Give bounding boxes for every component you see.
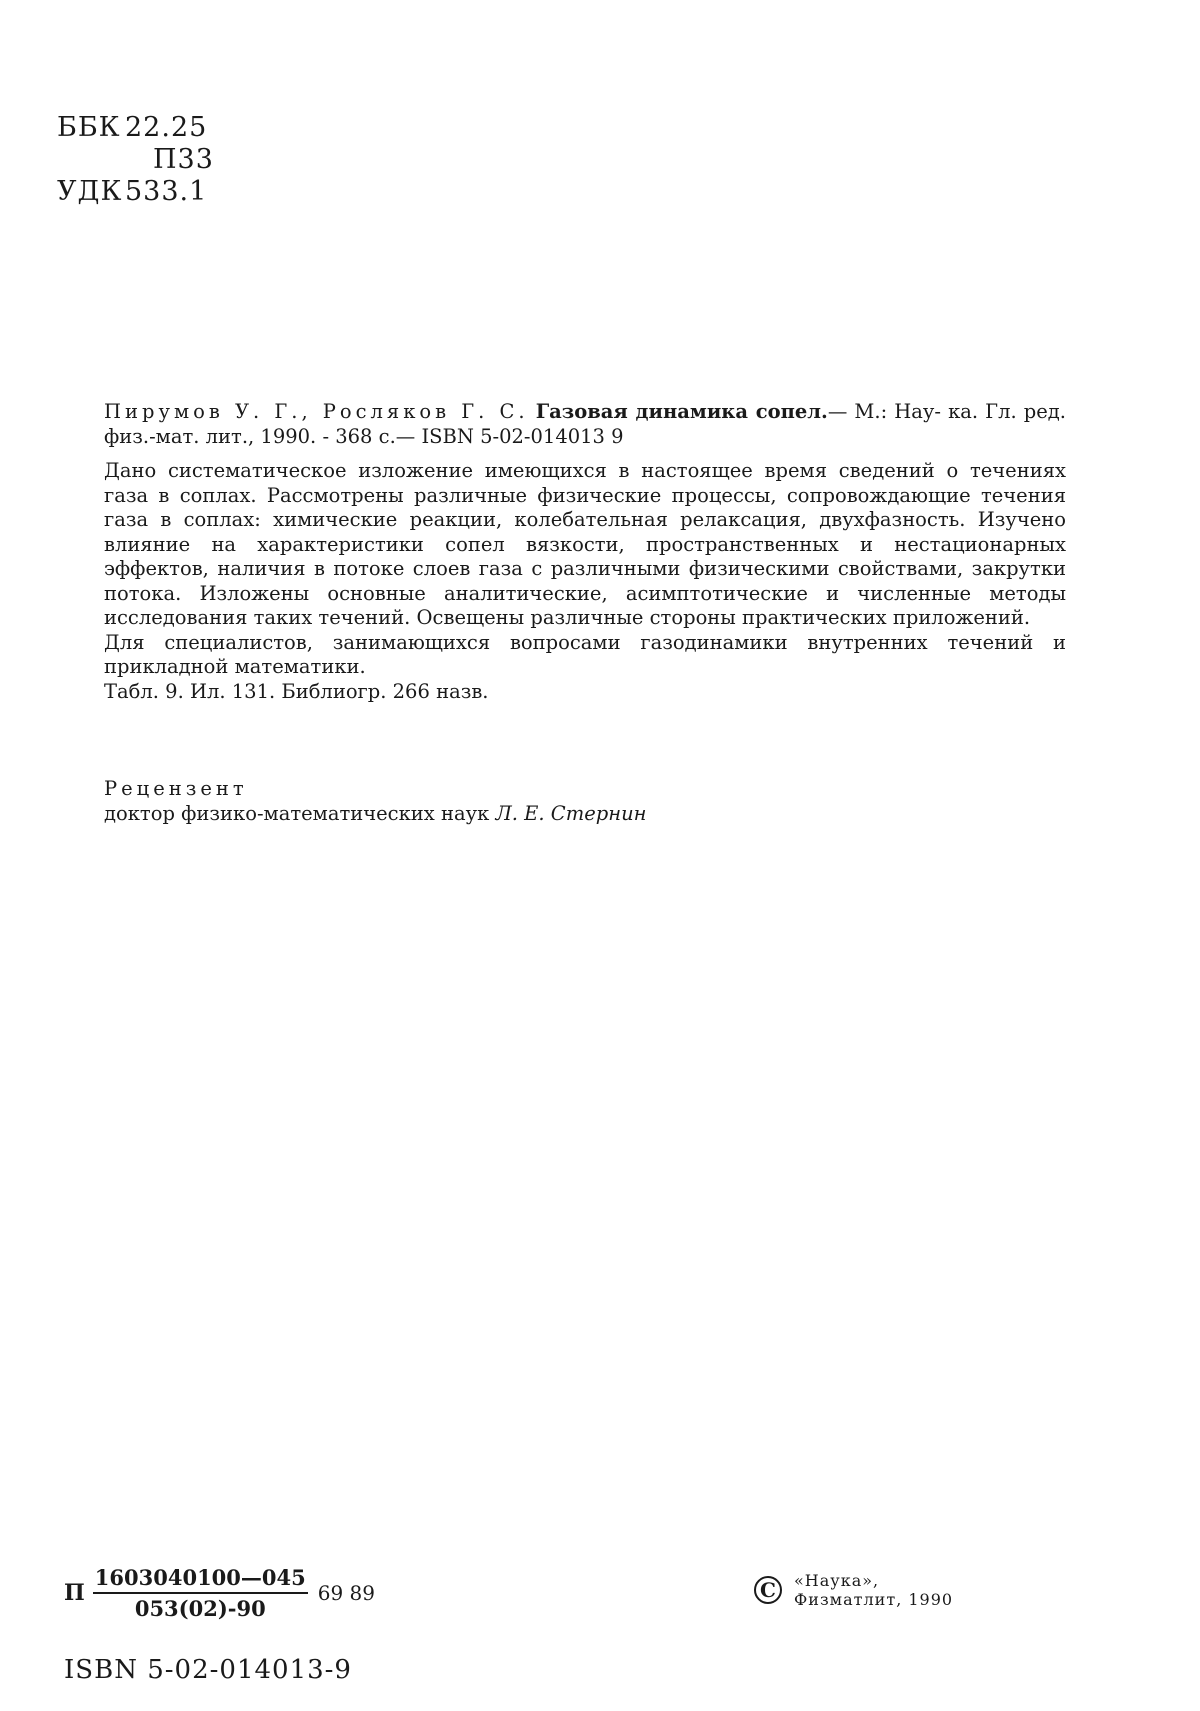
classification-block [57, 112, 214, 208]
bbk-row [57, 112, 214, 144]
reviewer-label: Рецензент [104, 777, 248, 800]
copyright-line-2: Физматлит, 1990 [794, 1590, 954, 1609]
citation [104, 400, 1066, 449]
abstract-paragraph-1: Дано систематическое изложение имеющихся в настоящее время сведений о течениях газа в соплах. Рассмотрены различные физические процессы, сопровождающие течения газа в соплах: химические реакции, колебательная релаксация, двухфазность. Изучено влияние на характеристики сопел вязкости, пространственных и нестационарных эффектов, наличия в потоке слоев газа с различными физическими свойствами, закрутки потока. Изложены основные аналитические, асимптотические и численные методы исследования таких течений. Освещены различные стороны практических приложений. [104, 459, 1066, 629]
publisher-index-prefix: П [64, 1580, 85, 1606]
udk-label: УДК [57, 176, 123, 207]
bbk-code: 22.25 [125, 112, 208, 143]
copyright-icon: C [754, 1576, 782, 1604]
publisher-index-denominator: 053(02)-90 [134, 1596, 266, 1621]
reviewer-block [104, 777, 646, 826]
publisher-index-order: 69 89 [317, 1581, 376, 1605]
bibliography-note: Табл. 9. Ил. 131. Библиогр. 266 назв. [104, 679, 489, 703]
annotation-block [104, 400, 1066, 704]
citation-title: Газовая динамика сопел. [535, 400, 828, 423]
publisher-index-fraction [93, 1565, 308, 1621]
citation-rest-line1: — М.: Нау- [827, 400, 941, 423]
publisher-index [64, 1565, 375, 1621]
isbn: ISBN 5-02-014013-9 [64, 1655, 352, 1685]
citation-rest-line2: ка. Гл. ред. физ.-мат. лит., 1990. - 368 с.— ISBN 5-02-014013 9 [104, 400, 1067, 448]
copyright-line-1: «Наука», [794, 1571, 880, 1590]
reviewer-description: доктор физико-математических наук [104, 801, 490, 825]
udk-code: 533.1 [125, 176, 208, 207]
reviewer-name: Л. Е. Стернин [495, 801, 647, 825]
publisher-index-numerator: 1603040100—045 [93, 1565, 308, 1594]
reviewer-line [104, 802, 646, 827]
bbk-label: ББК [57, 112, 121, 143]
copyright-block [754, 1571, 953, 1609]
author-code: П33 [153, 144, 214, 175]
citation-authors: Пирумов У. Г., Росляков Г. С. [104, 400, 529, 423]
udk-row [57, 176, 214, 208]
abstract-paragraph-2: Для специалистов, занимающихся вопросами газодинамики внутренних течений и прикладной математики. [104, 630, 1066, 678]
author-code-row [57, 144, 214, 176]
